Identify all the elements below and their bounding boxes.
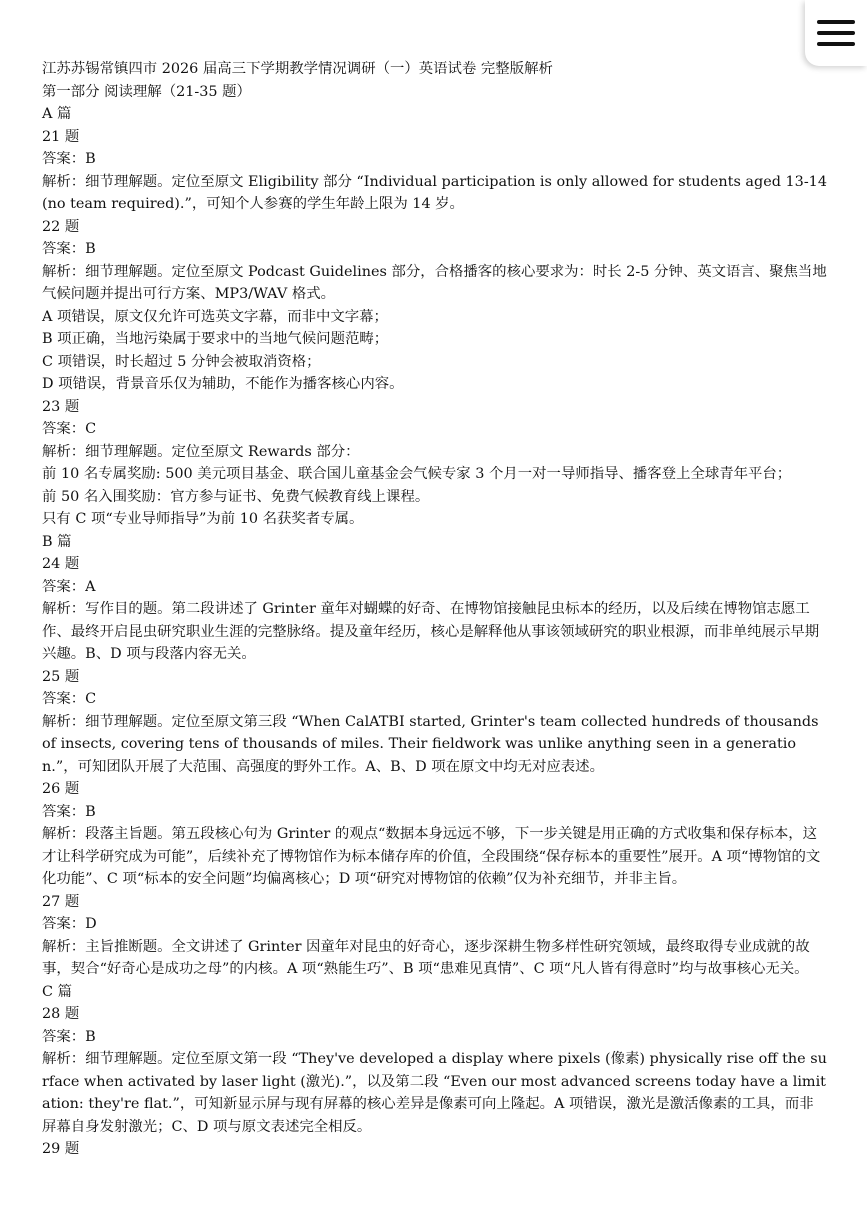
document-title: 江苏苏锡常镇四市 2026 届高三下学期教学情况调研（一）英语试卷 完整版解析 [42,61,553,77]
question-number: 23 题 [42,398,80,415]
reward-note: 前 50 名入围奖励：官方参与证书、免费气候教育线上课程。 [42,488,430,505]
analysis-paragraph: 解析：主旨推断题。全文讲述了 Grinter 因童年对昆虫的好奇心，逐步深耕生物多样性研究领域，最终取得专业成就的故事，契合“好奇心是成功之母”的内核。A 项“熟能生巧”、B 项“患难见真情”、C 项“凡人皆有得意时”均与故事核心无关。 [42,938,810,977]
answer-line: 答案：C [42,421,97,437]
passage-heading: B 篇 [42,533,72,550]
hamburger-icon-bar [817,20,855,24]
passage-heading: A 篇 [42,106,72,122]
conclusion-note: 只有 C 项“专业导师指导”为前 10 名获奖者专属。 [42,511,364,527]
option-note: D 项错误，背景音乐仅为辅助，不能作为播客核心内容。 [42,376,404,392]
hamburger-icon-bar [817,31,855,35]
question-number: 28 题 [42,1006,80,1022]
analysis-paragraph: 解析：段落主旨题。第五段核心句为 Grinter 的观点“数据本身远远不够，下一步关键是用正确的方式收集和保存标本，这才让科学研究成为可能”，后续补充了博物馆作为标本储存库的价值，全段围绕“保存标本的重要性”展开。A 项“博物馆的文化功能”、C 项“标本的安全问题”均偏离核心；D 项“研究对博物馆的依赖”仅为补充细节，并非主旨。 [42,826,821,887]
question-number: 26 题 [42,781,80,797]
analysis-paragraph: 解析：细节理解题。定位至原文 Eligibility 部分 “Individual participation is only allowed for students aged 13-14 (no team required).”，可知个人参赛的学生年龄上限为 14 岁。 [42,173,827,212]
option-note: C 项错误，时长超过 5 分钟会被取消资格； [42,353,321,370]
analysis-paragraph: 解析：细节理解题。定位至原文 Rewards 部分： [42,443,360,460]
question-number: 25 题 [42,668,80,685]
answer-line: 答案：D [42,916,97,932]
analysis-paragraph: 解析：细节理解题。定位至原文第一段 “They've developed a display where pixels (像素) physically rise off the surface when activated by laser light (激光).”，以及第二段 “Even our most advanced screens today have a limitation: they're flat.”，可知新显示屏与现有屏幕的核心差异是像素可向上隆起。A 项错误，激光是激活像素的工具，而非屏幕自身发射激光；C、D 项与原文表述完全相反。 [42,1051,827,1135]
question-number: 21 题 [42,128,80,145]
question-number: 22 题 [42,218,80,235]
answer-line: 答案：B [42,803,96,820]
answer-line: 答案：B [42,151,96,167]
analysis-paragraph: 解析：细节理解题。定位至原文 Podcast Guidelines 部分，合格播客的核心要求为：时长 2-5 分钟、英文语言、聚焦当地气候问题并提出可行方案、MP3/WAV 格式。 [42,263,827,302]
option-note: A 项错误，原文仅允许可选英文字幕，而非中文字幕； [42,308,388,325]
passage-heading: C 篇 [42,983,72,1000]
document-body [42,58,827,1161]
question-number: 27 题 [42,893,80,910]
answer-line: 答案：C [42,691,97,707]
analysis-paragraph: 解析：写作目的题。第二段讲述了 Grinter 童年对蝴蝶的好奇、在博物馆接触昆虫标本的经历，以及后续在博物馆志愿工作、最终开启昆虫研究职业生涯的完整脉络。提及童年经历，核心是解释他从事该领域研究的职业根源，而非单纯展示早期兴趣。B、D 项与段落内容无关。 [42,601,820,662]
option-note: B 项正确，当地污染属于要求中的当地气候问题范畴； [42,331,389,347]
menu-button[interactable] [805,0,867,66]
hamburger-icon-bar [817,42,855,46]
analysis-paragraph: 解析：细节理解题。定位至原文第三段 “When CalATBI started, Grinter's team collected hundreds of thousands of insects, covering tens of thousands of miles. Their fieldwork was unlike anything seen in a generation.”，可知团队开展了大范围、高强度的野外工作。A、B、D 项在原文中均无对应表述。 [42,713,819,775]
answer-line: 答案：A [42,578,96,595]
question-number: 29 题 [42,1141,80,1157]
answer-line: 答案：B [42,241,96,257]
section-heading: 第一部分 阅读理解（21-35 题） [42,83,251,100]
answer-line: 答案：B [42,1028,96,1045]
question-number: 24 题 [42,556,80,572]
reward-note: 前 10 名专属奖励: 500 美元项目基金、联合国儿童基金会气候专家 3 个月一对一导师指导、播客登上全球青年平台； [42,466,792,482]
